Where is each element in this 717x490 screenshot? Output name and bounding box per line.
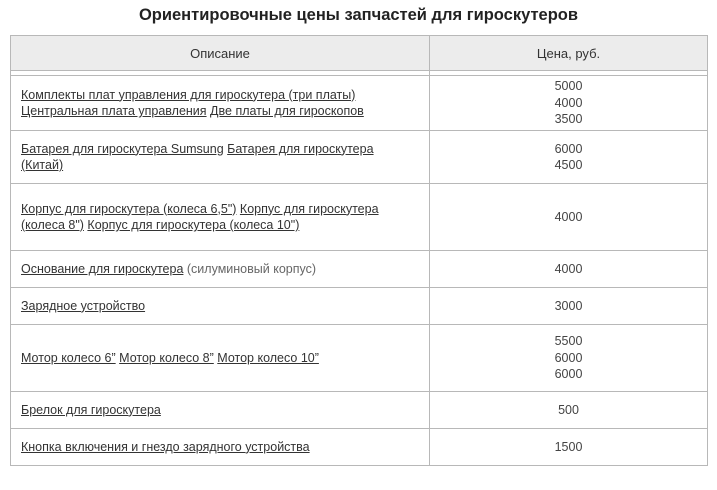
price-value: 6000	[554, 367, 583, 382]
header-price: Цена, руб.	[430, 36, 708, 71]
price-value: 1500	[554, 439, 583, 454]
part-link[interactable]: Основание для гироскутера	[21, 261, 184, 276]
row-price	[430, 392, 708, 429]
part-link[interactable]: Зарядное устройство	[21, 298, 146, 313]
part-link[interactable]: Две платы для гироскопов	[210, 104, 364, 118]
price-value: 4500	[554, 158, 583, 172]
part-link[interactable]: Корпус для гироскутера (колеса 8")	[21, 201, 379, 232]
row-price	[430, 288, 708, 325]
part-link[interactable]: Мотор колесо 6”	[21, 350, 116, 365]
row-description	[11, 392, 430, 429]
part-link[interactable]: Брелок для гироскутера	[21, 402, 161, 417]
price-value: 4000	[554, 209, 583, 224]
row-description	[11, 251, 430, 288]
table-row	[11, 325, 708, 392]
row-description	[11, 429, 430, 466]
table-row	[11, 131, 708, 184]
row-description	[11, 184, 430, 251]
table-row	[11, 288, 708, 325]
part-note: (силуминовый корпус)	[183, 261, 317, 276]
table-row	[11, 429, 708, 466]
price-value: 3000	[554, 298, 583, 313]
part-link[interactable]: Мотор колесо 8”	[119, 350, 214, 365]
price-value: 5500	[554, 334, 583, 349]
row-description	[11, 131, 430, 184]
part-link[interactable]: Корпус для гироскутера (колеса 10")	[87, 218, 300, 232]
price-value: 500	[558, 402, 579, 417]
table-row	[11, 251, 708, 288]
row-description	[11, 325, 430, 392]
table-row	[11, 76, 708, 131]
price-value: 4000	[554, 95, 583, 110]
part-link[interactable]: Мотор колесо 10”	[217, 350, 319, 365]
price-value: 6000	[554, 350, 583, 365]
table-row	[11, 392, 708, 429]
row-price	[430, 76, 708, 131]
table-header-row	[11, 36, 708, 71]
row-price	[430, 325, 708, 392]
price-value: 3500	[554, 112, 583, 127]
page-title: Ориентировочные цены запчастей для гироскутеров	[138, 6, 579, 24]
header-description: Описание	[11, 36, 430, 71]
part-link[interactable]: Батарея для гироскутера (Китай)	[21, 141, 374, 172]
part-link[interactable]: Комплекты плат управления для гироскутера (три платы)	[21, 87, 356, 102]
part-link[interactable]: Кнопка включения и гнездо зарядного устройства	[21, 439, 310, 454]
table-row	[11, 184, 708, 251]
row-price	[430, 251, 708, 288]
row-price	[430, 184, 708, 251]
part-link[interactable]: Корпус для гироскутера (колеса 6,5")	[21, 201, 237, 216]
row-description	[11, 76, 430, 131]
price-value: 4000	[554, 261, 583, 276]
price-value: 5000	[554, 79, 583, 94]
row-description	[11, 288, 430, 325]
price-value: 6000	[554, 141, 583, 156]
part-link[interactable]: Центральная плата управления	[21, 104, 207, 118]
price-table	[10, 35, 708, 466]
row-price	[430, 131, 708, 184]
row-price	[430, 429, 708, 466]
part-link[interactable]: Батарея для гироскутера Sumsung	[21, 141, 224, 156]
